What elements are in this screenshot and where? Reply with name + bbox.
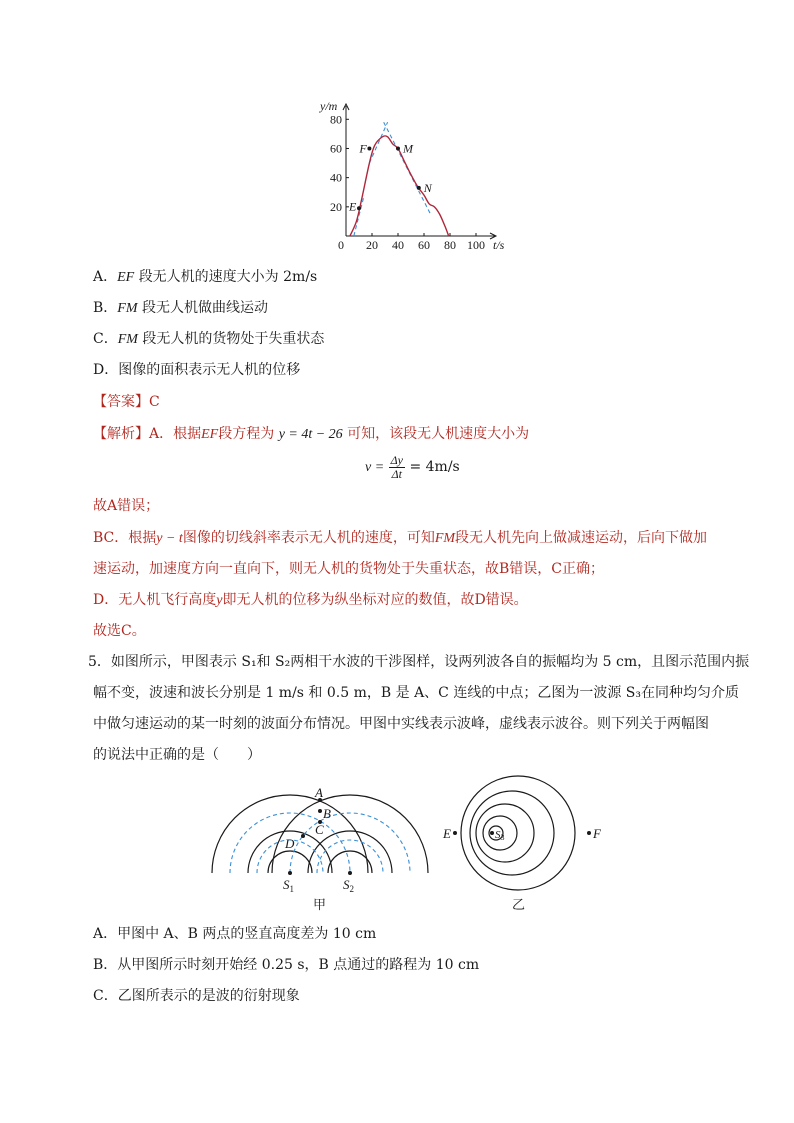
q5-line-2: 幅不变，波速和波长分别是 1 m/s 和 0.5 m，B 是 A、C 连线的中点；乙图为一波源 S₃在同种均匀介质	[93, 685, 739, 701]
q5-line-1: 5．如图所示，甲图表示 S₁和 S₂两相干水波的干涉图样，设两列波各自的振幅均为 5 cm，且图示范围内振	[88, 654, 750, 670]
y-tick-label: 80	[330, 112, 342, 127]
label-s2: $S_2$	[343, 877, 354, 894]
label-e: E	[443, 826, 451, 841]
velocity-position-chart	[310, 100, 510, 250]
y-tick-label: 20	[330, 199, 342, 214]
caption-left: 甲	[313, 897, 327, 912]
trough-s2-r2	[290, 813, 410, 873]
y-tick-label: 40	[330, 170, 342, 185]
x-tick-label: 60	[418, 238, 430, 250]
crest-s1-r3	[212, 795, 368, 873]
point-f	[367, 146, 371, 150]
y-axis-label: y/m	[320, 100, 338, 113]
wavefront-1	[461, 776, 575, 890]
option-d: D．图像的面积表示无人机的位移	[93, 362, 301, 378]
point-e	[453, 831, 457, 835]
label-m: M	[403, 141, 413, 156]
point-d	[301, 834, 305, 838]
doppler-figure	[440, 772, 610, 914]
label-d: D	[285, 836, 295, 851]
answer-line: 【答案】C	[93, 394, 160, 410]
wavefront-3	[476, 804, 534, 862]
q5-option-c: C．乙图所表示的是波的衍射现象	[93, 988, 300, 1004]
x-axis-label: t/s	[493, 238, 505, 250]
x-tick-label: 0	[338, 238, 344, 250]
label-s3: S3	[495, 829, 505, 842]
point-e	[357, 206, 361, 210]
label-n: N	[423, 180, 432, 195]
q5-line-4: 的说法中正确的是（ ）	[93, 747, 261, 763]
label-f: F	[593, 826, 601, 841]
x-tick-label: 80	[444, 238, 456, 250]
crest-s2-r2	[308, 831, 392, 873]
crest-s2-r3	[272, 795, 428, 873]
y-tick-label: 60	[330, 141, 342, 156]
label-f: F	[359, 141, 367, 156]
tangent-line-1	[369, 122, 387, 163]
point-m	[396, 146, 400, 150]
caption-right: 乙	[512, 897, 526, 912]
analysis-line-1: 【解析】A．根据EF段方程为 y = 4t − 26 可知，该段无人机速度大小为	[93, 426, 530, 442]
analysis-line-6: 故选C。	[93, 623, 146, 639]
option-a: A．EF 段无人机的速度大小为 2m/s	[93, 269, 318, 285]
point-f	[587, 831, 591, 835]
x-tick-label: 40	[392, 238, 404, 250]
point-s3	[490, 831, 494, 835]
analysis-line-5: D．无人机飞行高度y即无人机的位移为纵坐标对应的数值，故D错误。	[93, 592, 528, 608]
q5-option-b: B．从甲图所示时刻开始经 0.25 s，B 点通过的路程为 10 cm	[93, 957, 480, 973]
q5-line-3: 中做匀速运动的某一时刻的波面分布情况。甲图中实线表示波峰，虚线表示波谷。则下列关于两幅图	[93, 716, 709, 732]
label-e: E	[349, 199, 357, 214]
x-tick-label: 100	[467, 238, 485, 250]
analysis-line-4: 速运动，加速度方向一直向下，则无人机的货物处于失重状态，故B错误，C正确；	[93, 561, 604, 577]
label-s1: $S_1$	[283, 877, 294, 894]
option-b: B．FM 段无人机做曲线运动	[93, 300, 268, 316]
interference-figure	[205, 780, 445, 915]
label-b: B	[323, 806, 331, 821]
point-s2	[348, 871, 352, 875]
analysis-line-3: BC．根据y − t图像的切线斜率表示无人机的速度，可知FM段无人机先向上做减速运动，后向下做加	[93, 530, 708, 546]
q5-option-a: A．甲图中 A、B 两点的竖直高度差为 10 cm	[93, 926, 377, 942]
label-c: C	[315, 822, 324, 837]
x-tick-label: 20	[366, 238, 378, 250]
label-a: A	[315, 785, 323, 800]
analysis-line-2: 故A错误；	[93, 498, 160, 514]
point-b	[318, 809, 322, 813]
point-n	[417, 186, 421, 190]
point-s1	[288, 871, 292, 875]
option-c: C．FM 段无人机的货物处于失重状态	[93, 331, 325, 347]
analysis-formula: v = $\frac{\Delta y}{\Delta t}$ = 4m/s	[365, 452, 460, 481]
